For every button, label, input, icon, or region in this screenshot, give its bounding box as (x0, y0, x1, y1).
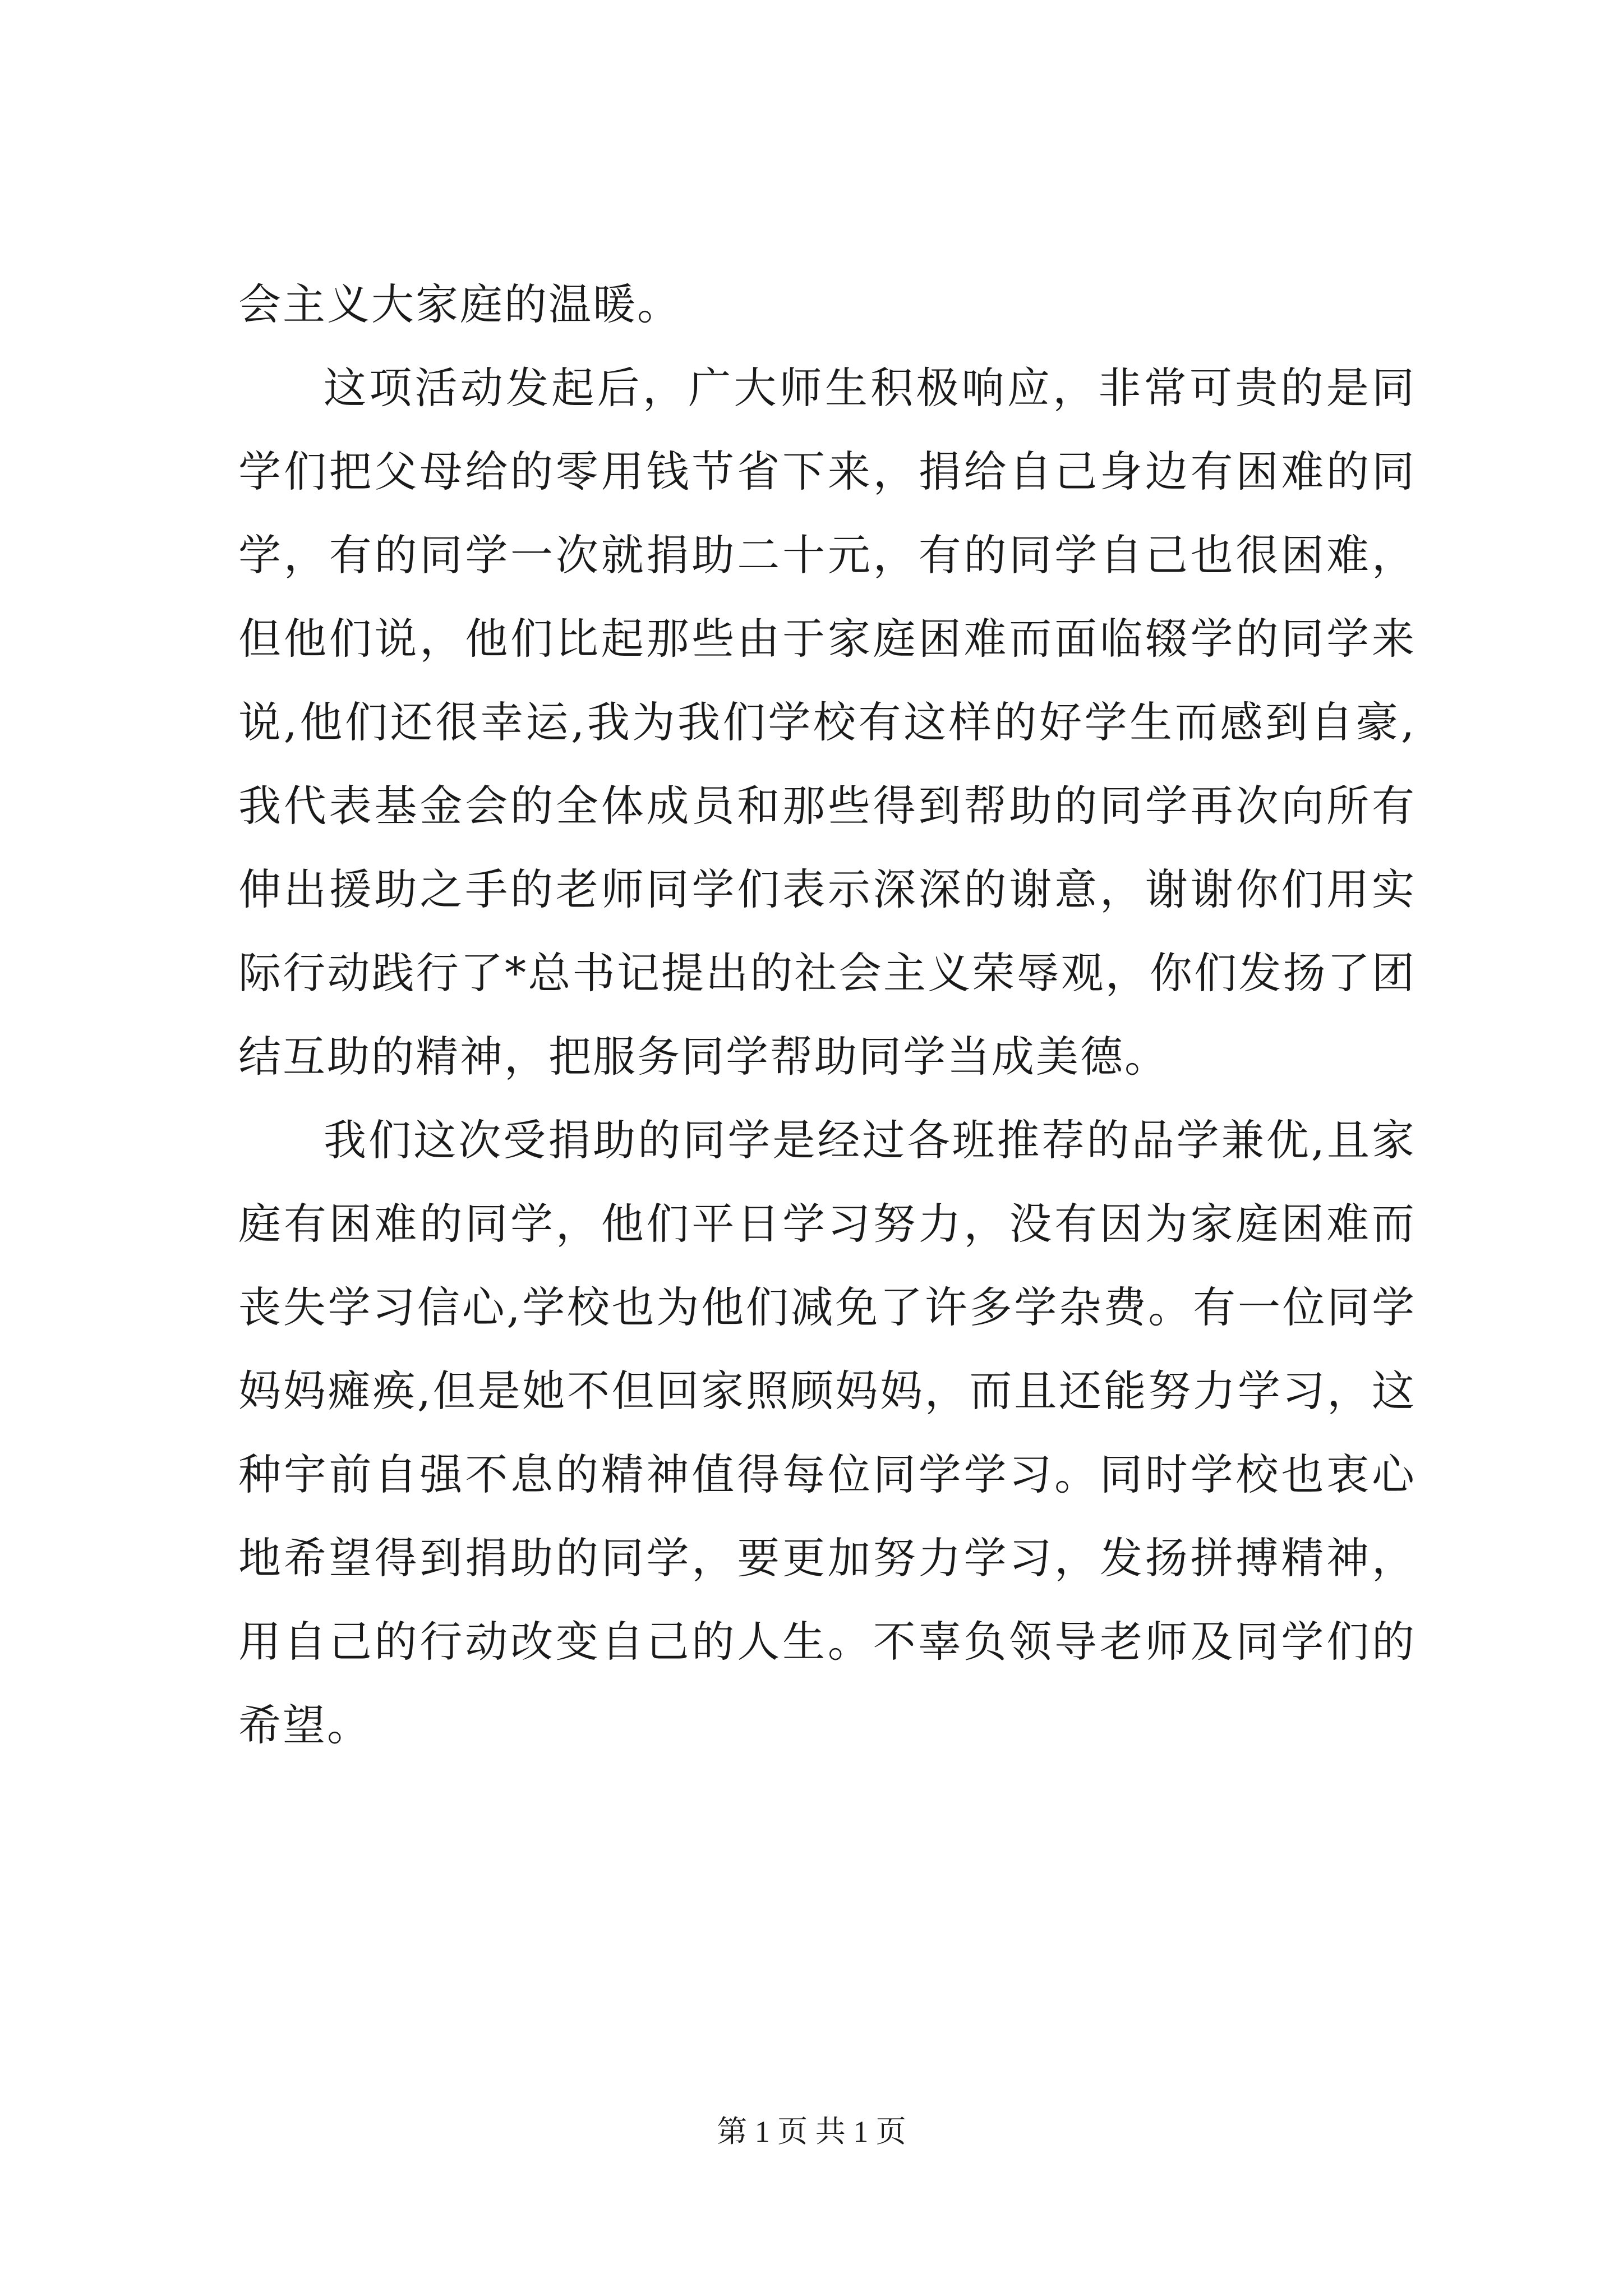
paragraph-recipients: 我们这次受捐助的同学是经过各班推荐的品学兼优,且家庭有困难的同学，他们平日学习努力，没有因为家庭困难而丧失学习信心,学校也为他们减免了许多学杂费。有一位同学妈妈瘫痪,但是她不但回家照顾妈妈，而且还能努力学习，这种宇前自强不息的精神值得每位同学学习。同时学校也衷心地希望得到捐助的同学，要更加努力学习，发扬拼搏精神，用自己的行动改变自己的人生。不辜负领导老师及同学们的希望。 (238, 1115, 1416, 1750)
document-body (238, 263, 1416, 1767)
page-number-footer: 第 1 页 共 1 页 (717, 2115, 906, 2148)
paragraph-donation-activity: 这项活动发起后，广大师生积极响应，非常可贵的是同学们把父母给的零用钱节省下来，捐给自己身边有困难的同学，有的同学一次就捐助二十元，有的同学自己也很困难，但他们说，他们比起那些由于家庭困难而面临辍学的同学来说,他们还很幸运,我为我们学校有这样的好学生而感到自豪,我代表基金会的全体成员和那些得到帮助的同学再次向所有伸出援助之手的老师同学们表示深深的谢意，谢谢你们用实际行动践行了*总书记提出的社会主义荣辱观，你们发扬了团结互助的精神，把服务同学帮助同学当成美德。 (238, 363, 1416, 1082)
paragraph-continuation: 会主义大家庭的温暖。 (238, 279, 681, 329)
